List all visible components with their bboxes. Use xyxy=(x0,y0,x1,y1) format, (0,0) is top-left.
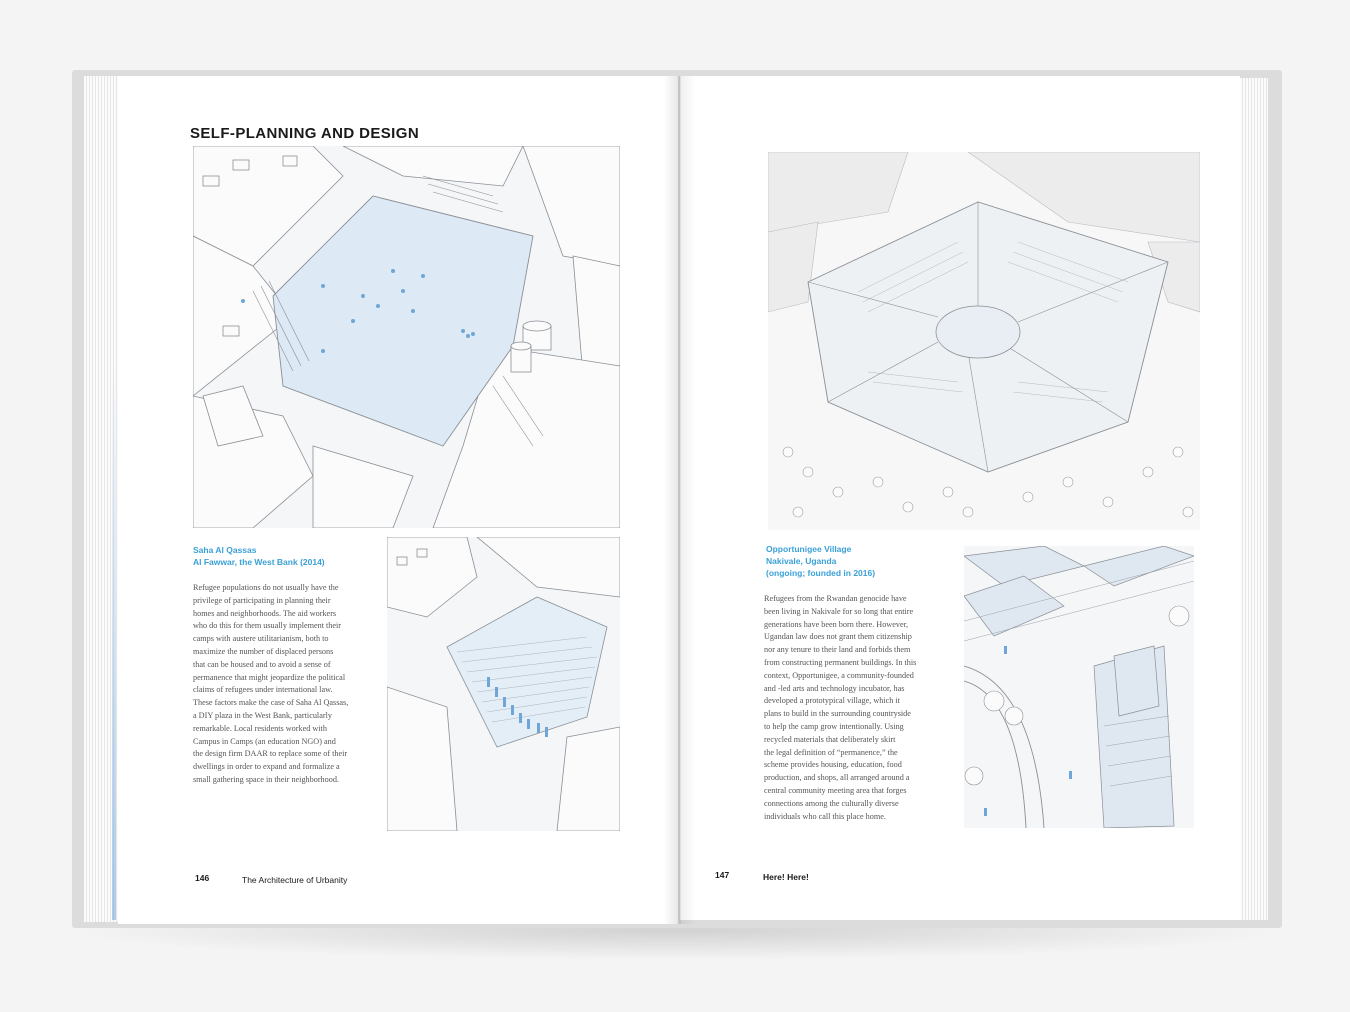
left-page xyxy=(118,76,678,924)
text-line: context, Opportunigee, a community-founded xyxy=(764,670,914,680)
page-edge-tint xyxy=(112,360,116,920)
text-line: the legal definition of “permanence,” the xyxy=(764,747,898,757)
text-line: from constructing permanent buildings. In this xyxy=(764,657,917,667)
right-page-stack xyxy=(1236,78,1268,920)
text-line: Campus in Camps (an education NGO) and xyxy=(193,736,336,746)
text-line: connections among the culturally diverse xyxy=(764,798,899,808)
text-line: claims of refugees under international law. xyxy=(193,685,333,695)
village-axonometric-illustration xyxy=(768,152,1200,530)
text-line: that can be housed and to avoid a sense of xyxy=(193,659,331,669)
caption-location: Al Fawwar, the West Bank (2014) xyxy=(193,557,325,567)
text-line: dwellings in order to expand and formalize a xyxy=(193,762,340,772)
text-line: scheme provides housing, education, food xyxy=(764,760,902,770)
text-line: and -led arts and technology incubator, has xyxy=(764,683,905,693)
running-head-right: Here! Here! xyxy=(763,872,809,882)
text-line: remarkable. Local residents worked with xyxy=(193,723,327,733)
text-line: homes and neighborhoods. The aid workers xyxy=(193,608,337,618)
text-line: maximize the number of displaced persons xyxy=(193,646,334,656)
text-line: plans to build in the surrounding countryside xyxy=(764,709,911,719)
text-line: developed a prototypical village, which it xyxy=(764,696,900,706)
chapter-heading: SELF-PLANNING AND DESIGN xyxy=(190,125,420,142)
caption-date: (ongoing; founded in 2016) xyxy=(766,568,876,578)
text-line: small gathering space in their neighborhood. xyxy=(193,774,339,784)
text-line: generations have been born there. However, xyxy=(764,619,909,629)
text-line: production, and shops, all arranged around a xyxy=(764,773,910,783)
text-line: nor any tenure to their land and forbids them xyxy=(764,645,911,655)
text-line: Refugees from the Rwandan genocide have xyxy=(764,594,907,603)
text-line: Ugandan law does not grant them citizenship xyxy=(764,632,912,642)
text-line: individuals who call this place home. xyxy=(764,811,886,821)
page-number-right: 147 xyxy=(715,870,730,880)
text-line: been living in Nakivale for so long that entire xyxy=(764,606,914,616)
text-line: who do this for them usually implement their xyxy=(193,621,342,631)
text-line: privilege of participating in planning their xyxy=(193,595,331,605)
caption-title: Opportunigee Village xyxy=(766,544,852,554)
text-line: Refugee populations do not usually have the xyxy=(193,583,339,592)
plaza-construction-illustration xyxy=(387,537,620,831)
text-line: to help the camp grow intentionally. Using xyxy=(764,721,904,731)
right-page xyxy=(680,76,1240,920)
running-head-left: The Architecture of Urbanity xyxy=(242,875,348,885)
village-detail-illustration xyxy=(964,546,1194,828)
text-line: a DIY plaza in the West Bank, particularly xyxy=(193,710,332,720)
text-line: permanence that might jeopardize the political xyxy=(193,672,346,682)
plaza-axonometric-illustration xyxy=(193,146,620,528)
text-line: recycled materials that deliberately skirt xyxy=(764,734,896,744)
text-line: the design firm DAAR to replace some of their xyxy=(193,749,348,759)
caption-title: Saha Al Qassas xyxy=(193,545,257,555)
figure-caption-opportunigee xyxy=(766,543,875,579)
caption-location: Nakivale, Uganda xyxy=(766,556,837,566)
book-gutter xyxy=(664,76,696,924)
body-text-right xyxy=(764,593,954,823)
text-line: camps with austere utilitarianism, both to xyxy=(193,634,329,644)
body-text-left xyxy=(193,582,383,787)
text-line: central community meeting area that forges xyxy=(764,785,907,795)
page-number-left: 146 xyxy=(195,873,210,883)
text-line: These factors make the case of Saha Al Qassas, xyxy=(193,698,349,708)
figure-caption-saha-al-qassas xyxy=(193,544,325,568)
